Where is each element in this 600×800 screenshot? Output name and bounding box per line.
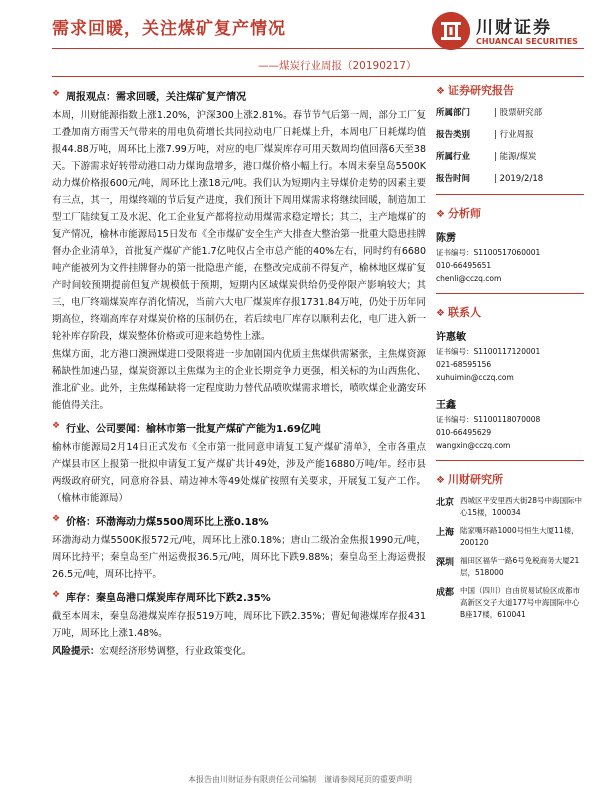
diamond-icon: ❖	[436, 475, 445, 486]
sidebar	[436, 82, 584, 627]
meta-row: 所属行业 | 能源/煤炭	[436, 152, 537, 162]
contact-name: 许惠敏	[436, 332, 466, 343]
diamond-icon: ❖	[436, 308, 445, 319]
section-heading: ❖ 价格：环渤海动力煤5500周环比上涨0.18%	[52, 514, 269, 528]
diamond-icon: ❖	[436, 209, 445, 220]
contact-phone: 021-68595156	[436, 360, 492, 369]
footer-disclaimer: 本报告由川财证券有限责任公司编制 谨请参阅尾页的重要声明	[188, 775, 412, 784]
section-heading: ❖ 库存：秦皇岛港口煤炭库存周环比下跌2.35%	[52, 590, 271, 604]
analyst-heading: ❖ 分析师	[436, 207, 481, 220]
analyst-phone: 010-66495651	[436, 261, 492, 270]
meta-row: 所属部门 | 股票研究部	[436, 108, 543, 118]
section-heading: ❖ 周报观点：需求回暖，关注煤矿复产情况	[52, 89, 246, 103]
contact-phone: 010-66495629	[436, 428, 492, 437]
report-heading: ❖ 证券研究报告	[436, 84, 514, 97]
paragraph: 环渤海动力煤5500K报572元/吨，周环比上涨0.18%；唐山二级冶金焦报1990元/吨，周环比持平；秦皇岛至广州运费报36.5元/吨，周环比下跌9.88%；秦皇岛至上海运费报26.5元/吨，周环比持平。	[52, 535, 426, 580]
divider	[436, 293, 584, 294]
logo-mark-icon	[432, 12, 470, 50]
office-row: 成都 中国（四川）自由贸易试验区成都市高新区交子大道177号中海国际中心B座17楼，610041	[436, 586, 580, 619]
section-heading: ❖ 行业、公司要闻：榆林市第一批复产煤矿产能为1.69亿吨	[52, 421, 321, 435]
risk-note	[52, 643, 426, 660]
contact-cert: 证书编号：S1100118070008	[436, 415, 541, 424]
diamond-icon: ❖	[52, 421, 61, 431]
page-title: 需求回暖，关注煤矿复产情况	[52, 19, 286, 39]
diamond-icon: ❖	[52, 590, 61, 600]
header-rule	[52, 48, 584, 49]
analyst-name: 陈雳	[436, 233, 456, 244]
paragraph: 榆林市能源局2月14日正式发布《全市第一批同意申请复工复产煤矿清单》，全市各重点产煤县市区上报第一批拟申请复工复产煤矿共计49处，涉及产能16880万吨/年。经市县两级政府研究，同意府谷县、靖边神木等49处煤矿按照有关要求，开展复工复产工作。（榆林市能源局）	[52, 442, 426, 504]
divider	[436, 460, 584, 461]
page-subtitle: ——煤炭行业周报（20190217）	[258, 60, 417, 72]
contacts-heading: ❖ 联系人	[436, 306, 481, 319]
meta-row: 报告类别 | 行业周报	[436, 130, 534, 140]
contact-email[interactable]: wangxin@cczq.com	[436, 441, 511, 450]
diamond-icon: ❖	[436, 86, 445, 97]
divider	[436, 194, 584, 195]
paragraph: 本周，川财能源指数上涨1.20%，沪深300上涨2.81%。春节节气后第一周，部分工厂复工叠加南方雨雪天气带来的用电负荷增长共同拉动电厂日耗煤上升，本周电厂日耗煤均值报44.88万吨，周环比上涨7.99万吨，对应的电厂煤炭库存可用天数周均值回落6天至38天。下游需求好转带动港口动力煤询盘增多，港口煤价格小幅上行。本周末秦皇岛5500K动力煤价格报600元/吨，周环比上涨18元/吨。我们认为短期内主导煤价走势的因素主要有三点，其一，用煤终端的节后复产进度，我们预计下周用煤需求将继续回暖，制造加工型工厂陆续复工及水泥、化工企业复产都将拉动用煤需求稳定增长；其二，主产地煤矿的复产情况，榆林市能源局15日发布《全市煤矿安全生产大排查大整治第一批重大隐患挂牌督办企业清单》，首批复产煤矿产能1.7亿吨仅占全市总产能的40%左右，同时约有6680吨产能被列为文件挂牌督办的第一批隐患产能，在整改完成前不得复产，榆林地区煤矿复产时间较预期提前但复产规模低于预期，短期内区域煤炭供给仍受停限产影响较大；其三，电厂终端煤炭库存消化情况，当前六大电厂煤炭库存报1731.84万吨，仍处于历年同期高位，终端高库存对煤炭价格的压制仍在，若后续电厂库存以顺利去化，电厂进入新一轮补库存阶段，煤炭整体价格或可迎来趋势性上涨。	[52, 110, 426, 342]
risk-label: 风险提示：	[52, 646, 100, 657]
logo-text-en: CHUANCAI SECURITIES	[476, 37, 578, 46]
main-column	[52, 82, 426, 661]
office-row: 北京 西城区平安里西大街28号中海国际中心15楼，100034	[436, 496, 583, 517]
institute-heading: ❖ 川财研究所	[436, 473, 503, 486]
paragraph: 截至本周末，秦皇岛港煤炭库存报519万吨，周环比下跌2.35%；曹妃甸港煤库存报431万吨，周环比上涨1.48%。	[52, 611, 426, 639]
analyst-email[interactable]: chenli@cczq.com	[436, 274, 502, 283]
diamond-icon: ❖	[52, 89, 61, 99]
risk-text: 宏观经济形势调整，行业政策变化。	[99, 646, 252, 657]
logo-text-cn: 川财证券	[476, 18, 552, 38]
header-rule-2	[52, 76, 584, 77]
diamond-icon: ❖	[52, 514, 61, 524]
office-row: 上海 陆家嘴环路1000号恒生大厦11楼，200120	[436, 526, 579, 547]
office-row: 深圳 福田区福华一路6号免税商务大厦21层，518000	[436, 556, 580, 577]
contact-name: 王鑫	[436, 400, 456, 411]
contact-cert: 证书编号：S1100117120001	[436, 347, 541, 356]
contact-email[interactable]: xuhuimin@cczq.com	[436, 373, 514, 382]
meta-row: 报告时间 | 2019/2/18	[436, 174, 544, 184]
analyst-cert: 证书编号：S1100517060001	[436, 248, 541, 257]
paragraph: 焦煤方面，北方港口澳洲煤进口受限将进一步加剧国内优质主焦煤供需紧张，主焦煤资源稀缺性加速凸显，煤炭资源以主焦煤为主的企业长期竞争力更强，相关标的为山西焦化、淮北矿业。此外，主焦煤稀缺将一定程度助力替代品喷吹煤需求增长，喷吹煤企业潞安环能值得关注。	[52, 349, 426, 411]
